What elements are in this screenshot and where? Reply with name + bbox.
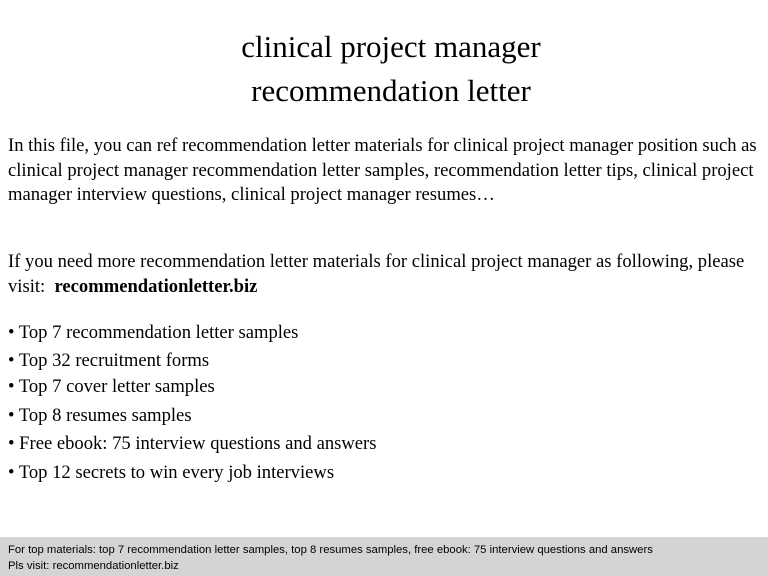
title-line-1: clinical project manager [241, 29, 541, 64]
list-item: • Top 7 recommendation letter samples [8, 322, 299, 343]
list-item: • Free ebook: 75 interview questions and answers [8, 433, 377, 455]
site-link[interactable]: recommendationletter.biz [54, 275, 258, 297]
visit-paragraph [8, 250, 763, 299]
list-item: • Top 7 cover letter samples [8, 376, 215, 398]
title-line-2: recommendation letter [251, 73, 531, 108]
footer-bar [0, 537, 768, 576]
list-item: • Top 8 resumes samples [8, 404, 192, 426]
footer-line-2: Pls visit: recommendationletter.biz [8, 560, 179, 572]
intro-paragraph: In this file, you can ref recommendation letter materials for clinical project manager position such as clinical project manager recommendation letter samples, recommendation letter tips, clinical project manager interview questions, clinical project manager resumes… [8, 135, 757, 205]
list-item: • Top 32 recruitment forms [8, 350, 210, 372]
footer-line-1: For top materials: top 7 recommendation letter samples, top 8 resumes samples, free ebook: 75 interview questions and answers [8, 544, 653, 556]
visit-text: If you need more recommendation letter materials for clinical project manager as following, please visit: [8, 251, 745, 297]
materials-list [8, 321, 763, 489]
list-item: • Top 12 secrets to win every job interviews [8, 461, 335, 483]
